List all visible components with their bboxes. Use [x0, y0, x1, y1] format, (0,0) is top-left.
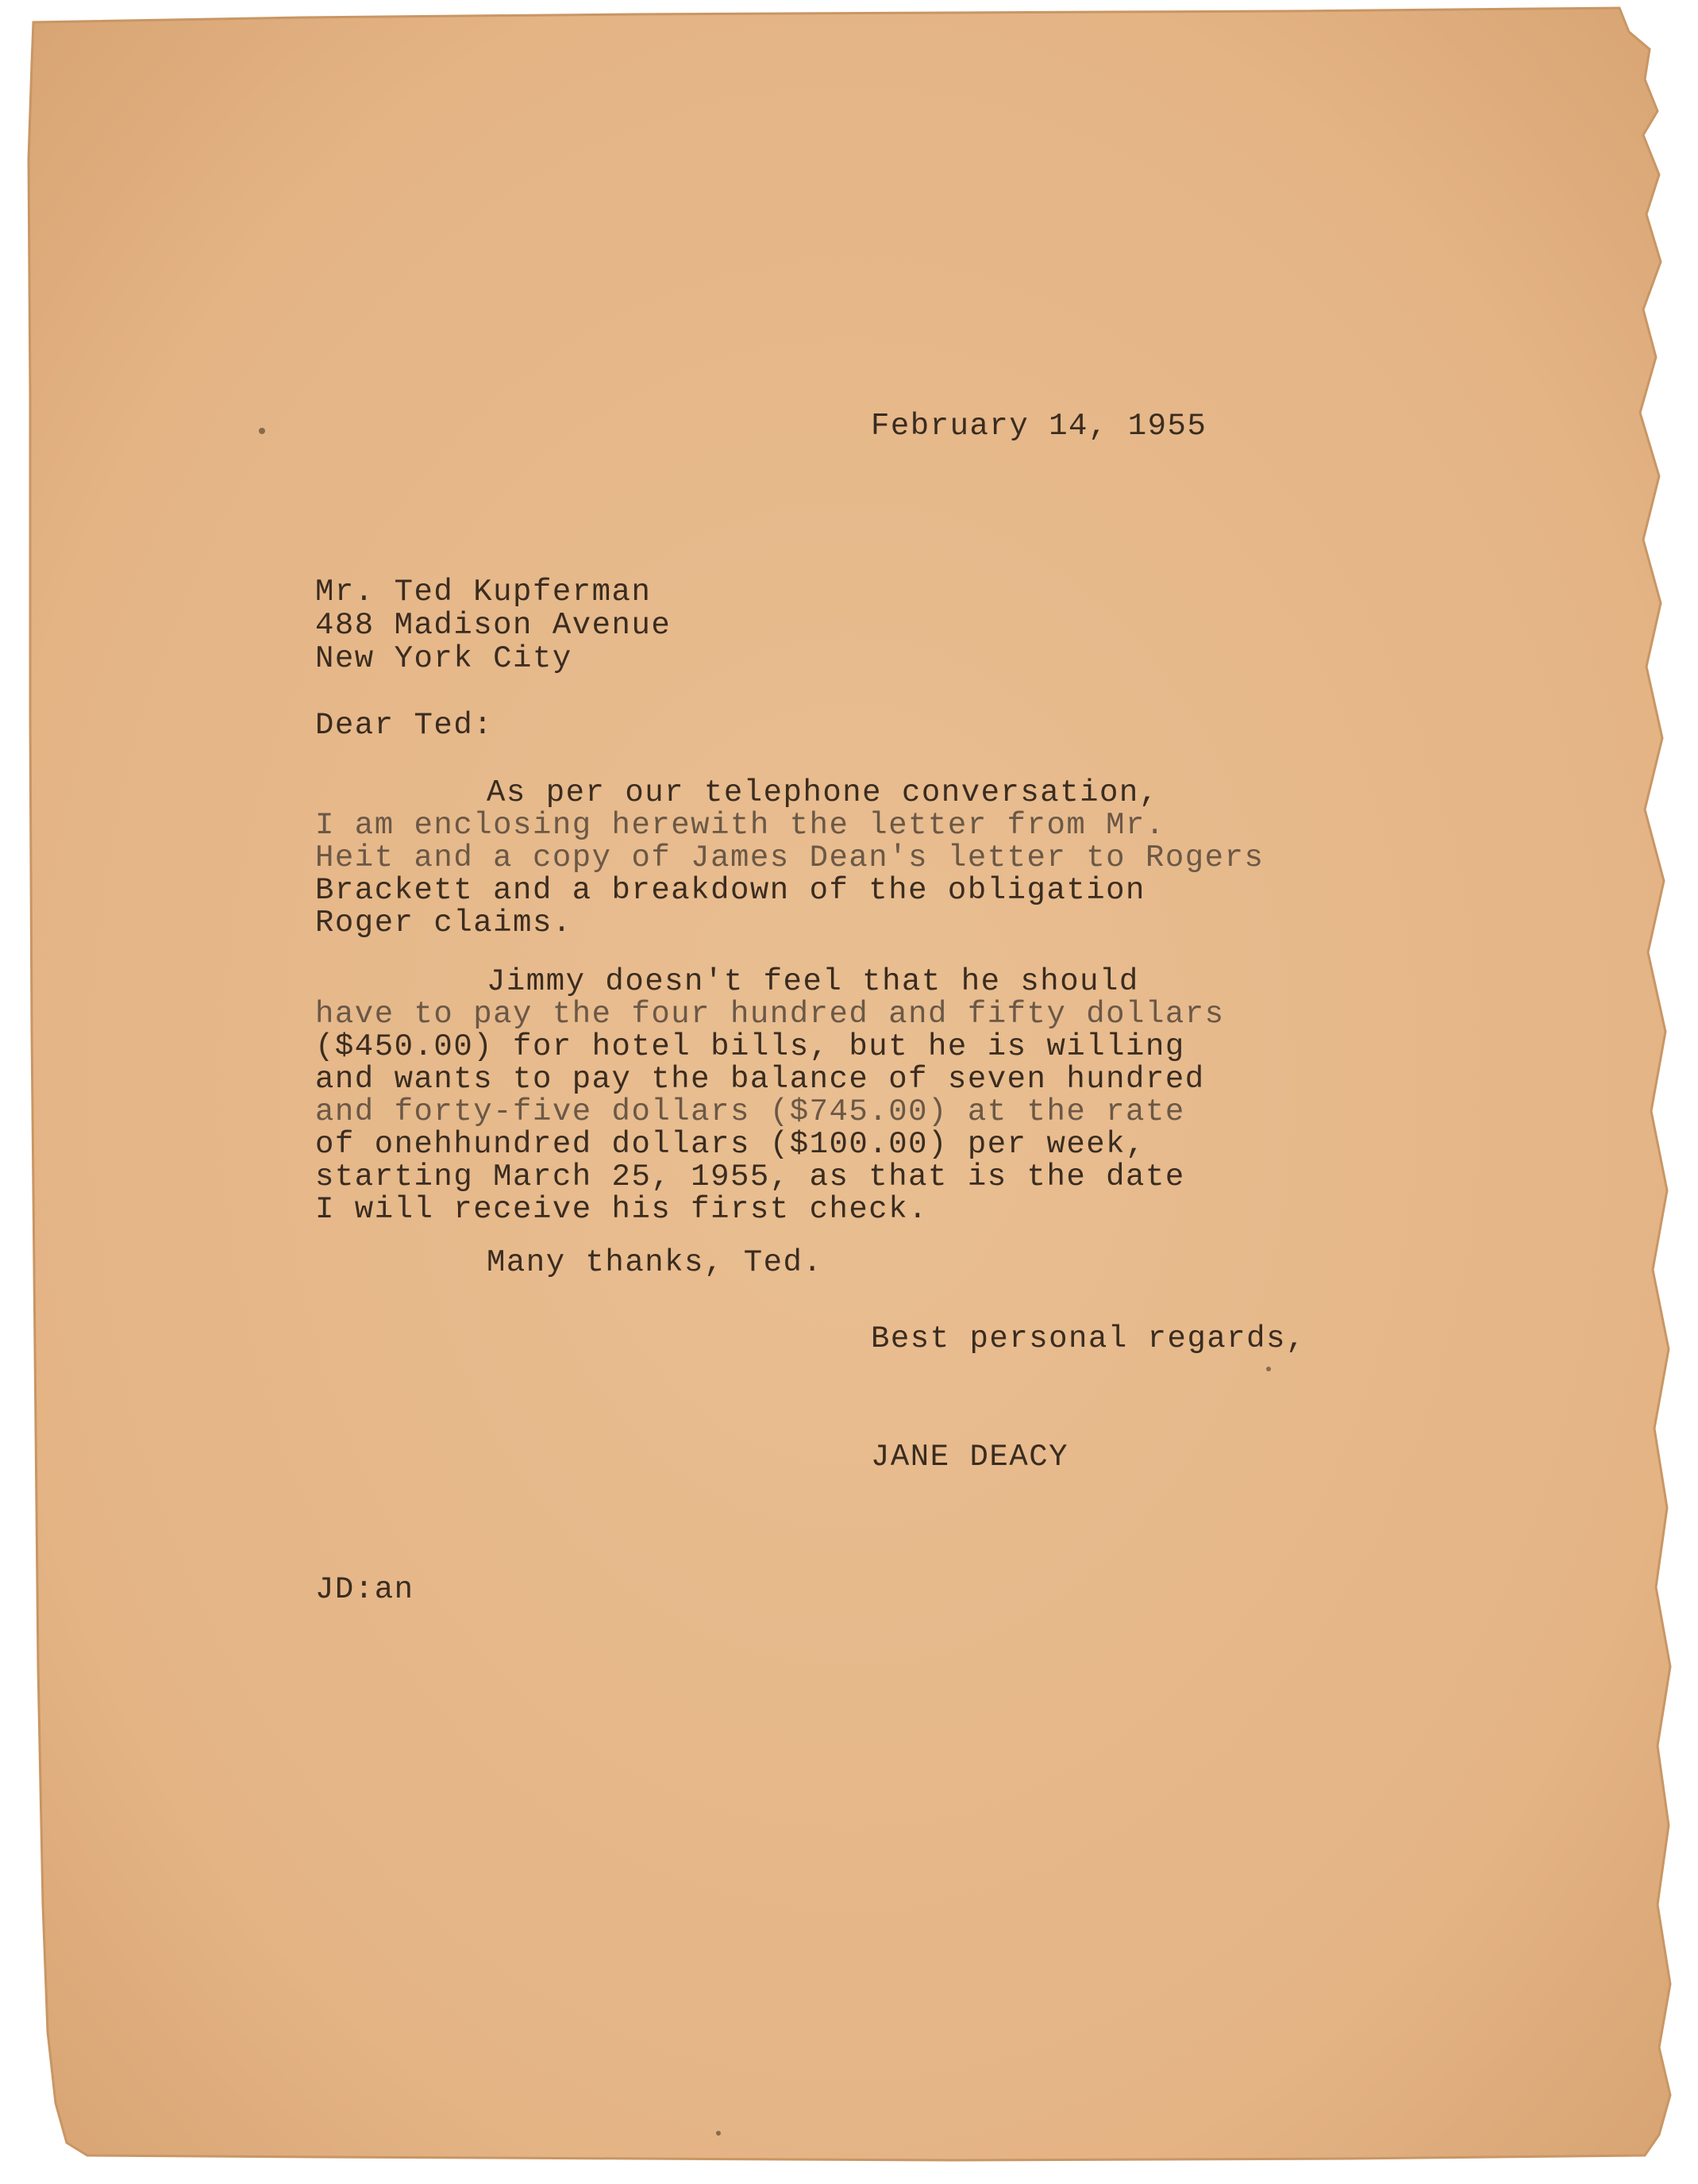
recipient-street: 488 Madison Avenue [315, 608, 672, 643]
paragraph2-line: and wants to pay the balance of seven hundred [315, 1062, 1205, 1097]
recipient-city: New York City [315, 641, 572, 676]
paragraph1-line: Brackett and a breakdown of the obligation [315, 873, 1145, 908]
signer-name: JANE DEACY [871, 1440, 1069, 1475]
letter-date: February 14, 1955 [871, 409, 1207, 444]
paragraph2-line: and forty-five dollars ($745.00) at the rate [315, 1094, 1185, 1129]
reference-initials: JD:an [315, 1572, 414, 1607]
paragraph2-line: Jimmy doesn't feel that he should [487, 964, 1139, 999]
paragraph1-line: I am enclosing herewith the letter from Mr. [315, 808, 1165, 843]
paragraph2-line: I will receive his first check. [315, 1192, 929, 1227]
paragraph2-line: starting March 25, 1955, as that is the date [315, 1159, 1185, 1194]
paragraph1-line: As per our telephone conversation, [487, 775, 1159, 810]
paragraph2-line: ($450.00) for hotel bills, but he is willing [315, 1029, 1185, 1064]
paragraph1-line: Heit and a copy of James Dean's letter to Rogers [315, 840, 1265, 875]
paragraph2-line: have to pay the four hundred and fifty dollars [315, 997, 1225, 1032]
salutation: Dear Ted: [315, 708, 494, 743]
closing-thanks: Many thanks, Ted. [487, 1245, 823, 1280]
paragraph1-line: Roger claims. [315, 906, 572, 940]
complimentary-close: Best personal regards, [871, 1321, 1306, 1356]
recipient-name: Mr. Ted Kupferman [315, 575, 652, 609]
paragraph2-line: of onehhundred dollars ($100.00) per week, [315, 1127, 1145, 1162]
